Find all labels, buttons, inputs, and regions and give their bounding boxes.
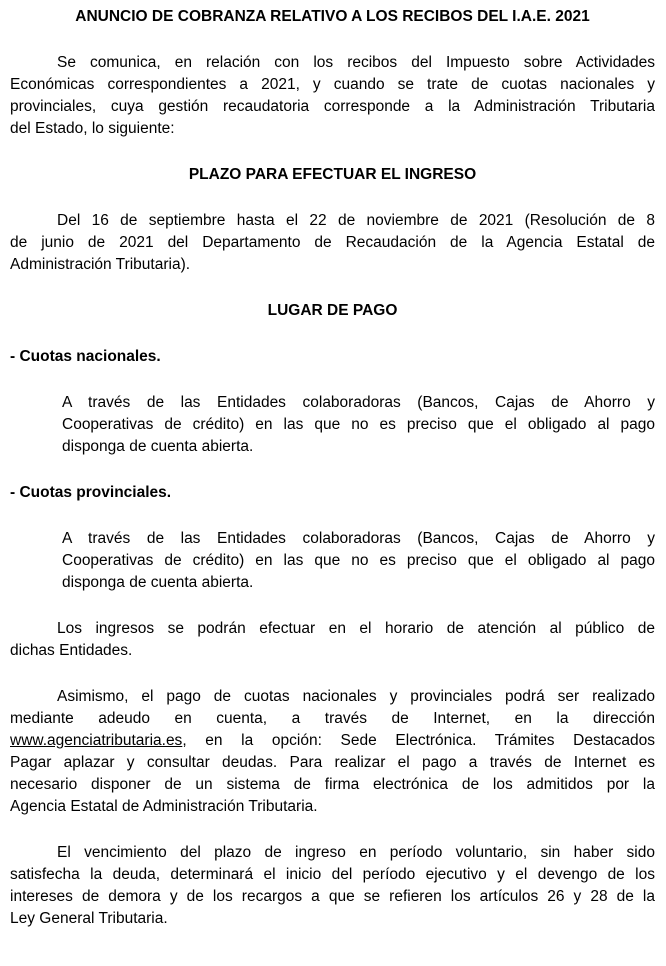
text-line: disponga de cuenta abierta. bbox=[62, 574, 254, 591]
text-line: Económicas correspondientes a 2021, y cuando se trate de cuotas nacionales y bbox=[10, 76, 655, 93]
text-line: Pagar aplazar y consultar deudas. Para realizar el pago a través de Internet es bbox=[10, 754, 655, 771]
text-line: A través de las Entidades colaboradoras (Bancos, Cajas de Ahorro y bbox=[62, 530, 655, 547]
cuotas-nacionales-paragraph bbox=[62, 392, 655, 458]
text-line: Se comunica, en relación con los recibos del Impuesto sobre Actividades bbox=[57, 54, 655, 71]
section-heading-plazo: PLAZO PARA EFECTUAR EL INGRESO bbox=[188, 166, 477, 183]
text-line: Ley General Tributaria. bbox=[10, 910, 168, 927]
plazo-paragraph bbox=[10, 210, 655, 276]
text-line: www.agenciatributaria.es, en la opción: Sede Electrónica. Trámites Destacados bbox=[10, 732, 655, 749]
text-line: mediante adeudo en cuenta, a través de Internet, en la dirección bbox=[10, 710, 655, 727]
text-line: de junio de 2021 del Departamento de Recaudación de la Agencia Estatal de bbox=[10, 234, 655, 251]
text-line: satisfecha la deuda, determinará el inicio del período ejecutivo y el devengo de los bbox=[10, 866, 655, 883]
cuotas-provinciales-paragraph bbox=[62, 528, 655, 594]
text-line: dichas Entidades. bbox=[10, 642, 133, 659]
text-line: provinciales, cuya gestión recaudatoria corresponde a la Administración Tributaria bbox=[10, 98, 655, 115]
text-line: Cooperativas de crédito) en las que no es preciso que el obligado al pago bbox=[62, 416, 655, 433]
text-line: Del 16 de septiembre hasta el 22 de noviembre de 2021 (Resolución de 8 bbox=[57, 212, 655, 229]
cuotas-nacionales-label: - Cuotas nacionales. bbox=[10, 348, 161, 365]
text-line: Agencia Estatal de Administración Tributaria. bbox=[10, 798, 318, 815]
text-line: Cooperativas de crédito) en las que no es preciso que el obligado al pago bbox=[62, 552, 655, 569]
text-line: necesario disponer de un sistema de firma electrónica de los admitidos por la bbox=[10, 776, 655, 793]
text-line: El vencimiento del plazo de ingreso en período voluntario, sin haber sido bbox=[57, 844, 655, 861]
internet-payment-paragraph bbox=[10, 686, 655, 818]
intro-paragraph bbox=[10, 52, 655, 140]
text-line: Administración Tributaria). bbox=[10, 256, 191, 273]
agenciatributaria-link[interactable]: www.agenciatributaria.es bbox=[10, 732, 183, 749]
horario-paragraph bbox=[10, 618, 655, 662]
text-line: Los ingresos se podrán efectuar en el horario de atención al público de bbox=[57, 620, 655, 637]
cuotas-provinciales-label: - Cuotas provinciales. bbox=[10, 484, 172, 501]
section-heading-lugar-de-pago: LUGAR DE PAGO bbox=[267, 302, 398, 319]
text-line: del Estado, lo siguiente: bbox=[10, 120, 175, 137]
text-line: A través de las Entidades colaboradoras (Bancos, Cajas de Ahorro y bbox=[62, 394, 655, 411]
text-line: intereses de demora y de los recargos a que se refieren los artículos 26 y 28 de la bbox=[10, 888, 655, 905]
text-line: Asimismo, el pago de cuotas nacionales y provinciales podrá ser realizado bbox=[57, 688, 655, 705]
text-line: disponga de cuenta abierta. bbox=[62, 438, 254, 455]
document-title: ANUNCIO DE COBRANZA RELATIVO A LOS RECIBOS DEL I.A.E. 2021 bbox=[75, 8, 590, 25]
vencimiento-paragraph bbox=[10, 842, 655, 930]
